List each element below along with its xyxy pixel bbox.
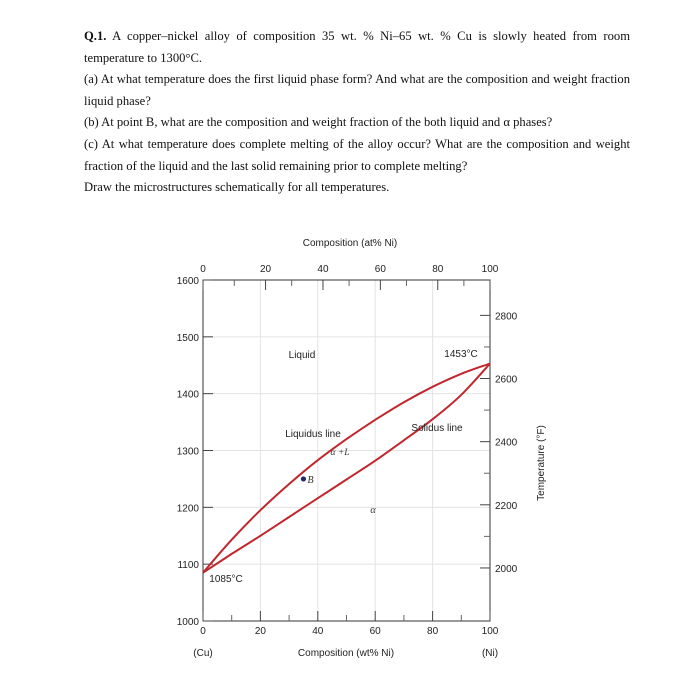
solidus-line-label: Solidus line bbox=[411, 423, 463, 434]
top-tick-label: 80 bbox=[432, 264, 444, 275]
x-tick-label: 100 bbox=[481, 626, 499, 637]
x-axis-title: Composition (wt% Ni) bbox=[297, 648, 395, 659]
x-tick-label: 0 bbox=[200, 626, 206, 637]
part-a-line-1: (a) At what temperature does the first liquid phase form? And what are the composition and weight fraction bbox=[84, 72, 630, 87]
top-tick-label: 100 bbox=[481, 264, 499, 275]
question-number: Q.1. bbox=[84, 29, 107, 43]
x-right-endnote: (Ni) bbox=[481, 648, 499, 659]
question-line-2: temperature to 1300°C. bbox=[84, 50, 202, 65]
x-tick-label: 60 bbox=[369, 626, 381, 637]
phase-curves bbox=[203, 364, 490, 573]
part-a-line-2: liquid phase? bbox=[84, 93, 151, 108]
top-tick-label: 40 bbox=[317, 264, 329, 275]
x-tick-label: 40 bbox=[312, 626, 324, 637]
melt-cu-label: 1085°C bbox=[209, 574, 243, 585]
point-b-marker bbox=[301, 476, 306, 481]
x-left-endnote: (Cu) bbox=[193, 648, 213, 659]
labels bbox=[177, 238, 547, 659]
solidus-line bbox=[203, 364, 490, 573]
liquidus-line-label: Liquidus line bbox=[285, 429, 341, 440]
instruction: Draw the microstructures schematically for all temperatures. bbox=[84, 180, 390, 195]
x-tick-label: 80 bbox=[427, 626, 439, 637]
top-tick-label: 20 bbox=[260, 264, 272, 275]
f-tick-label: 2000 bbox=[495, 563, 518, 575]
y-tick-label: 1200 bbox=[176, 503, 199, 515]
y-tick-label: 1400 bbox=[176, 389, 199, 401]
right-axis-title: Temperature (°F) bbox=[536, 425, 547, 501]
f-tick-label: 2600 bbox=[495, 374, 518, 386]
region-alpha-label: α bbox=[370, 505, 376, 516]
y-tick-label: 1100 bbox=[177, 560, 199, 572]
point-b-label: B bbox=[307, 474, 314, 486]
y-tick-label: 1500 bbox=[176, 332, 199, 344]
part-c-line-2: fraction of the liquid and the last solid remaining prior to complete melting? bbox=[84, 158, 468, 173]
y-tick-label: 1600 bbox=[176, 276, 199, 287]
f-tick-label: 2200 bbox=[495, 500, 518, 512]
f-tick-label: 2400 bbox=[495, 437, 518, 449]
y-tick-label: 1300 bbox=[176, 446, 199, 458]
region-liquid-label: Liquid bbox=[288, 350, 316, 361]
part-b: (b) At point B, what are the composition and weight fraction of the both liquid and α phases? bbox=[84, 115, 553, 130]
melt-ni-label: 1453°C bbox=[444, 349, 478, 360]
liquidus-line bbox=[203, 364, 490, 573]
part-c-line-1: (c) At what temperature does complete melting of the alloy occur? What are the composition and weight bbox=[84, 136, 630, 151]
f-tick-label: 2800 bbox=[495, 311, 518, 323]
region-two-phase-label: α +L bbox=[330, 448, 350, 458]
top-tick-label: 60 bbox=[374, 264, 386, 275]
top-axis-title: Composition (at% Ni) bbox=[302, 238, 398, 249]
top-tick-label: 0 bbox=[200, 264, 206, 275]
question-intro: A copper–nickel alloy of composition 35 wt. % Ni–65 wt. % Cu is slowly heated from room bbox=[112, 29, 630, 43]
y-tick-label: 1000 bbox=[176, 617, 199, 628]
x-tick-label: 20 bbox=[254, 626, 266, 637]
